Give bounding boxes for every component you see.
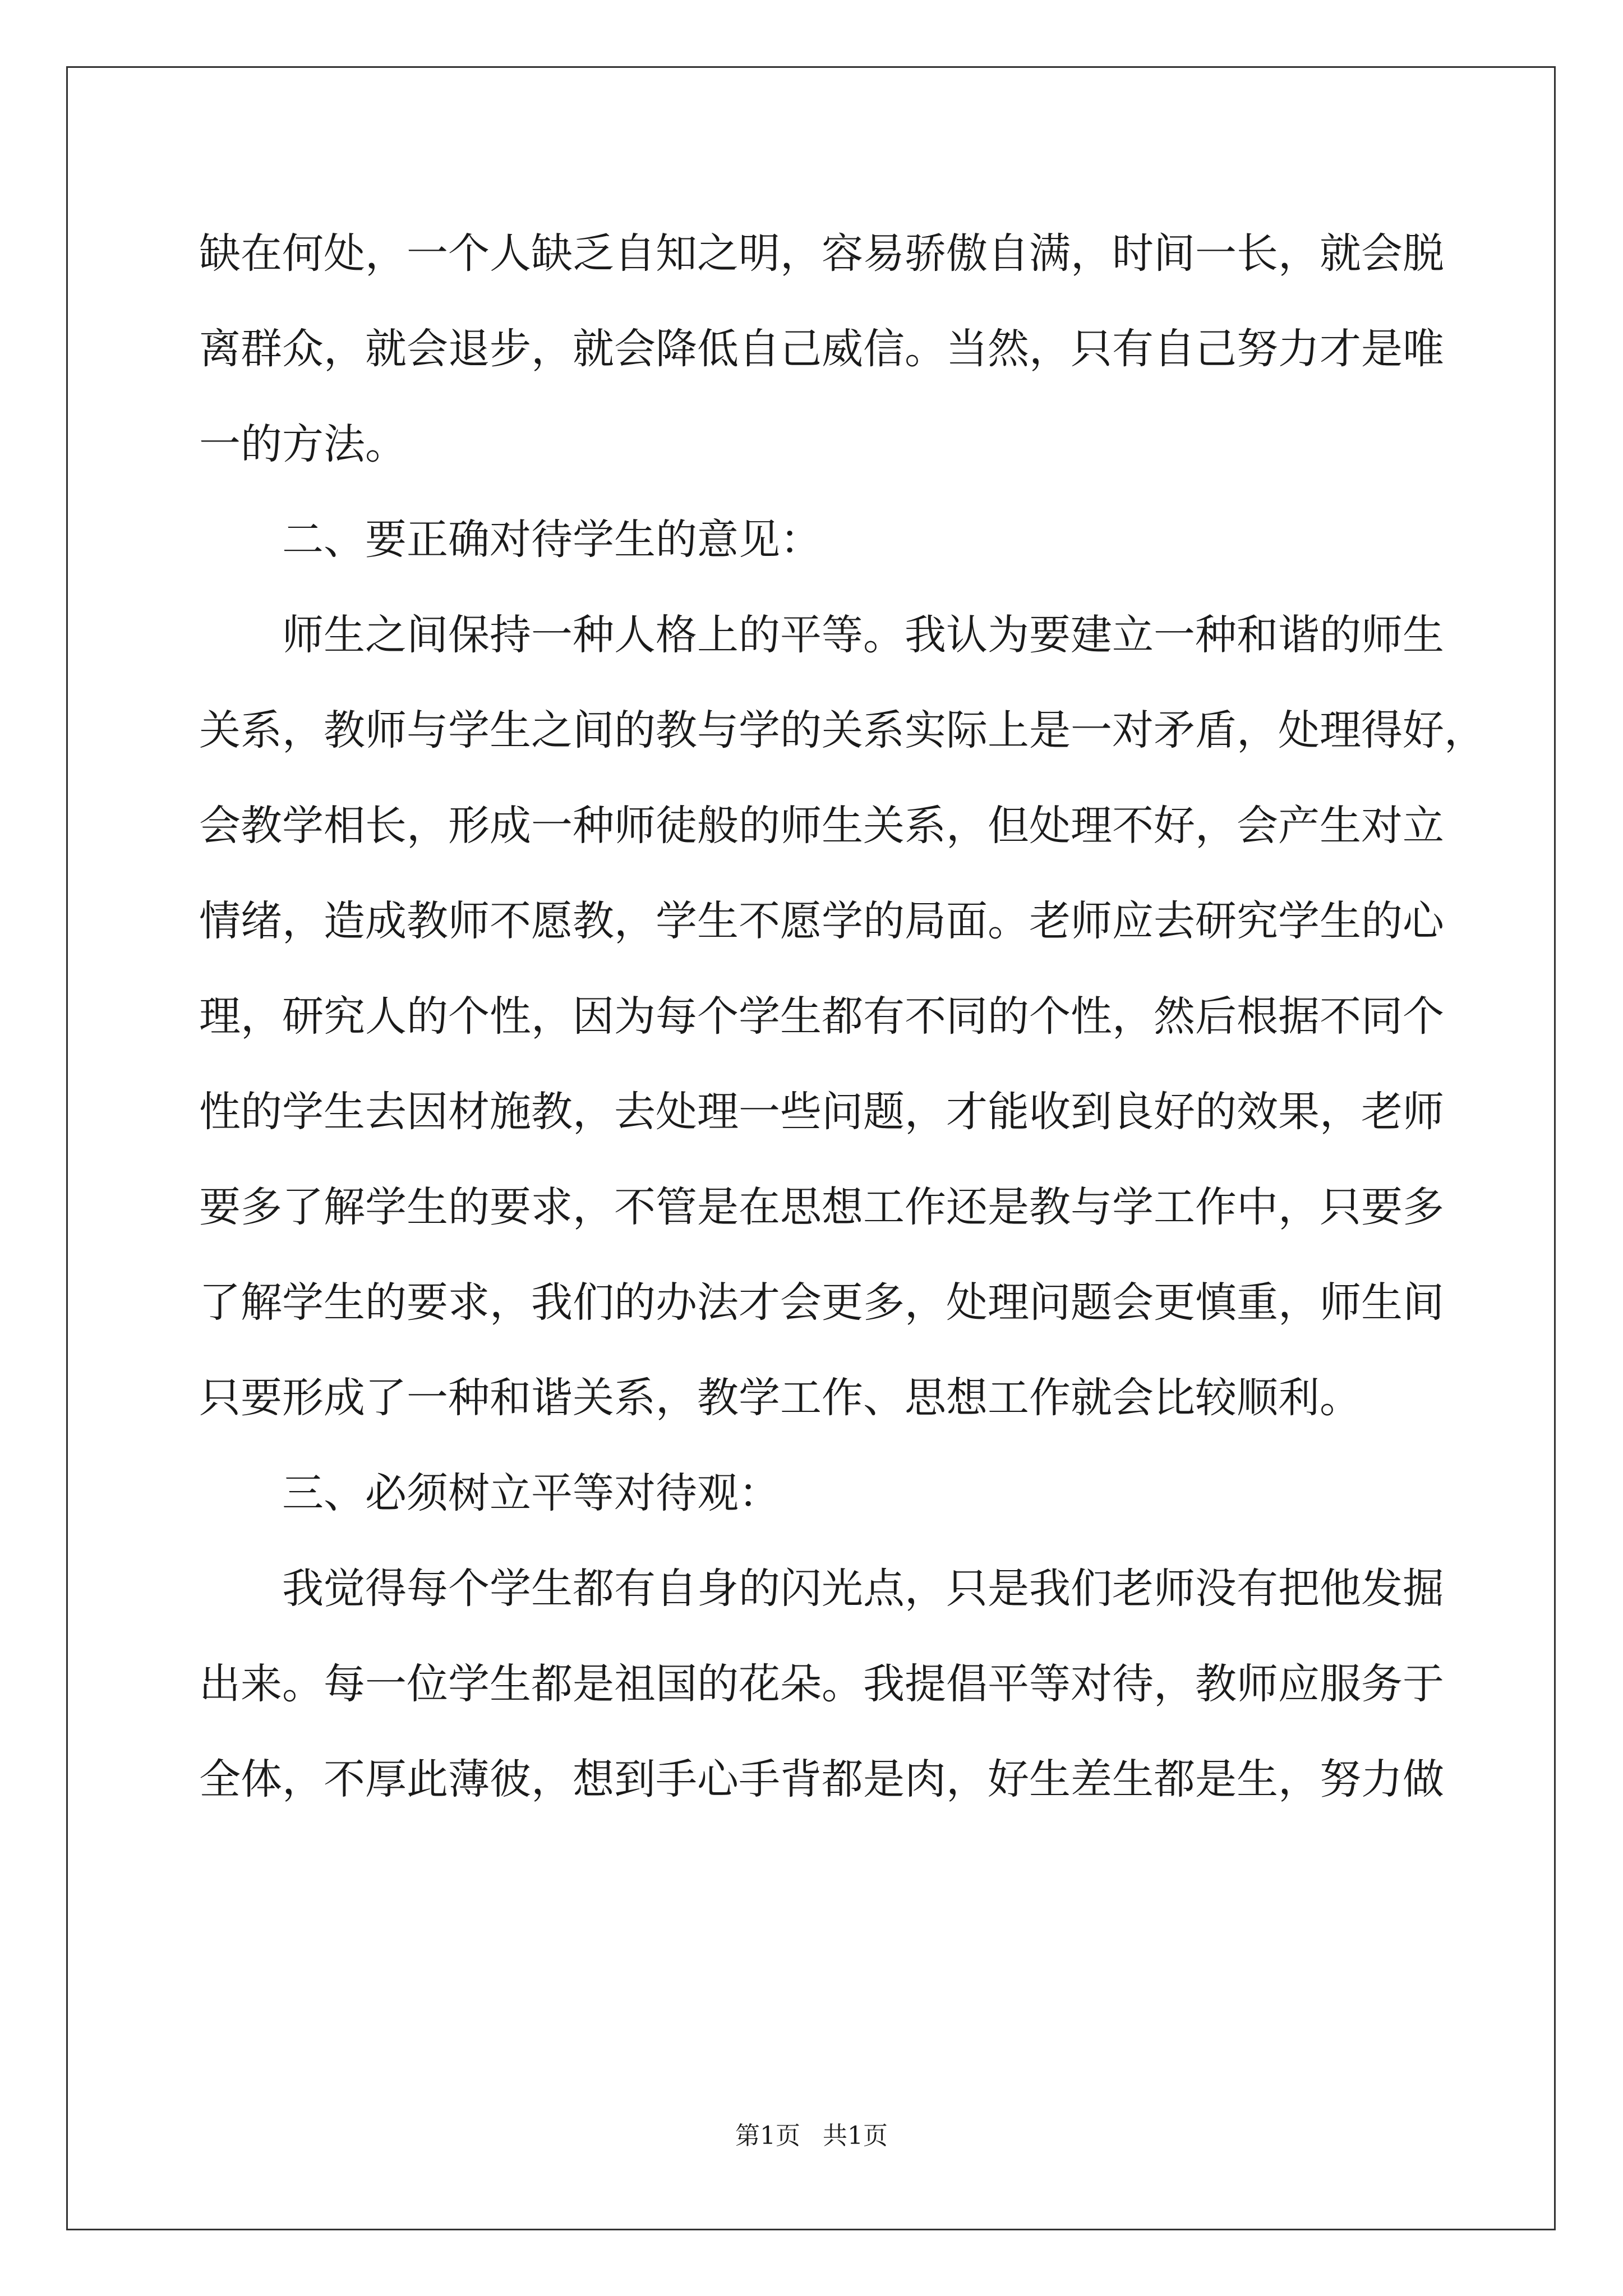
text-line: 一的方法。 xyxy=(199,420,407,468)
text-line: 只要形成了一种和谐关系，教学工作、思想工作就会比较顺利。 xyxy=(199,1374,1361,1422)
text-line: 出来。每一位学生都是祖国的花朵。我提倡平等对待，教师应服务于 xyxy=(199,1660,1444,1708)
text-line: 情绪，造成教师不愿教，学生不愿学的局面。老师应去研究学生的心 xyxy=(199,897,1444,945)
page-total: 共1页 xyxy=(823,2122,888,2150)
text-line: 全体，不厚此薄彼，想到手心手背都是肉，好生差生都是生，努力做 xyxy=(199,1755,1444,1803)
text-line: 师生之间保持一种人格上的平等。我认为要建立一种和谐的师生 xyxy=(282,611,1444,659)
page-footer xyxy=(0,2119,1623,2153)
text-line: 性的学生去因材施教，去处理一些问题，才能收到良好的效果，老师 xyxy=(199,1088,1444,1136)
text-line: 缺在何处，一个人缺乏自知之明，容易骄傲自满，时间一长，就会脱 xyxy=(199,229,1444,278)
text-line: 要多了解学生的要求，不管是在思想工作还是教与学工作中，只要多 xyxy=(199,1183,1444,1231)
section-heading-2: 二、要正确对待学生的意见： xyxy=(282,516,822,564)
text-line: 关系，教师与学生之间的教与学的关系实际上是一对矛盾，处理得好， xyxy=(199,706,1486,754)
section-heading-3: 三、必须树立平等对待观： xyxy=(282,1469,780,1517)
text-line: 离群众，就会退步，就会降低自己威信。当然，只有自己努力才是唯 xyxy=(199,325,1444,373)
text-line: 我觉得每个学生都有自身的闪光点，只是我们老师没有把他发掘 xyxy=(282,1565,1444,1613)
text-line: 会教学相长，形成一种师徒般的师生关系，但处理不好，会产生对立 xyxy=(199,802,1444,850)
page-number: 第1页 xyxy=(735,2122,800,2150)
text-line: 了解学生的要求，我们的办法才会更多，处理问题会更慎重，师生间 xyxy=(199,1278,1444,1327)
text-line: 理，研究人的个性，因为每个学生都有不同的个性，然后根据不同个 xyxy=(199,992,1444,1041)
